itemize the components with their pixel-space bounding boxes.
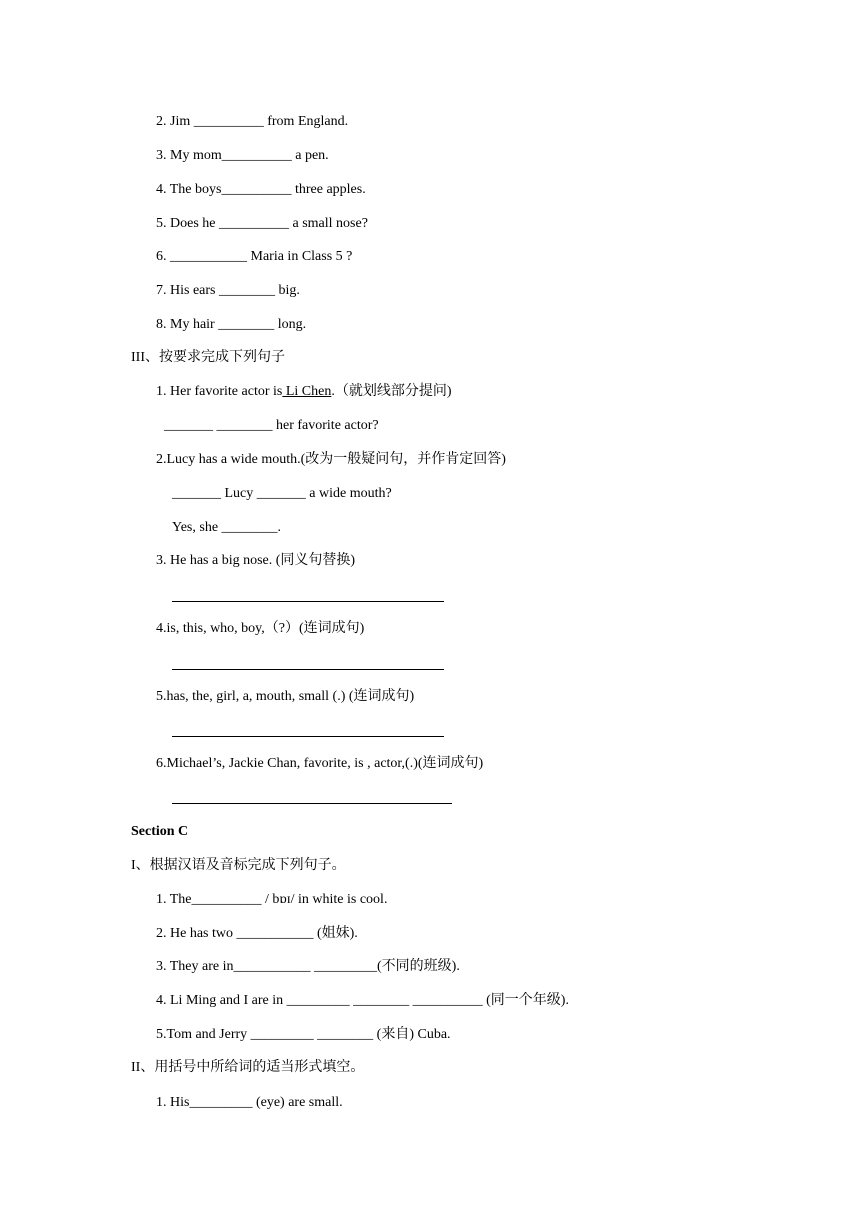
part3-q1	[156, 383, 452, 401]
fill-blank-item-6: 6. ___________ Maria in Class 5 ?	[156, 249, 353, 264]
part3-q6: 6.Michael’s, Jackie Chan, favorite, is , actor,(.)(连词成句)	[156, 756, 484, 771]
fill-blank-item-5: 5. Does he __________ a small nose?	[156, 216, 368, 231]
section-c-part2-heading: II、用括号中所给词的适当形式填空。	[131, 1060, 365, 1075]
q1-underlined-answer: Li Chen	[282, 384, 332, 399]
part3-q2-answer1: _______ Lucy _______ a wide mouth?	[172, 486, 392, 501]
fill-blank-item-7: 7. His ears ________ big.	[156, 283, 300, 298]
part3-q4: 4.is, this, who, boy,（?）(连词成句)	[156, 621, 365, 636]
fill-blank-item-8: 8. My hair ________ long.	[156, 317, 307, 332]
answer-line-q3	[172, 601, 444, 602]
section-c-item-5: 5.Tom and Jerry _________ ________ (来自) Cuba.	[156, 1027, 451, 1042]
part3-q2: 2.Lucy has a wide mouth.(改为一般疑问句，并作肯定回答)	[156, 452, 506, 467]
answer-line-q6	[172, 803, 452, 804]
section-c-part2-item-1: 1. His_________ (eye) are small.	[156, 1095, 343, 1110]
part3-q1-answer: _______ ________ her favorite actor?	[164, 418, 379, 433]
section-c-part1-heading: I、根据汉语及音标完成下列句子。	[131, 858, 346, 873]
q1-suffix: .（就划线部分提问)	[331, 384, 452, 399]
section-c-item-2: 2. He has two ___________ (姐妹).	[156, 926, 358, 941]
q1-prefix: 1. Her favorite actor is	[156, 384, 283, 399]
section-c-title: Section C	[131, 824, 189, 839]
fill-blank-item-2: 2. Jim __________ from England.	[156, 114, 349, 129]
part3-q2-answer2: Yes, she ________.	[172, 520, 282, 535]
part3-heading: III、按要求完成下列句子	[131, 350, 285, 365]
part3-q5: 5.has, the, girl, a, mouth, small (.) (连词成句)	[156, 689, 415, 704]
fill-blank-item-4: 4. The boys__________ three apples.	[156, 182, 366, 197]
section-c-item-3: 3. They are in___________ _________(不同的班级).	[156, 959, 460, 974]
answer-line-q4	[172, 669, 444, 670]
section-c-item-4: 4. Li Ming and I are in _________ ________ __________ (同一个年级).	[156, 993, 569, 1008]
section-c-item-1: 1. The__________ / bɒɪ/ in white is cool.	[156, 892, 388, 907]
fill-blank-item-3: 3. My mom__________ a pen.	[156, 148, 329, 163]
answer-line-q5	[172, 736, 444, 737]
part3-q3: 3. He has a big nose. (同义句替换)	[156, 553, 356, 568]
